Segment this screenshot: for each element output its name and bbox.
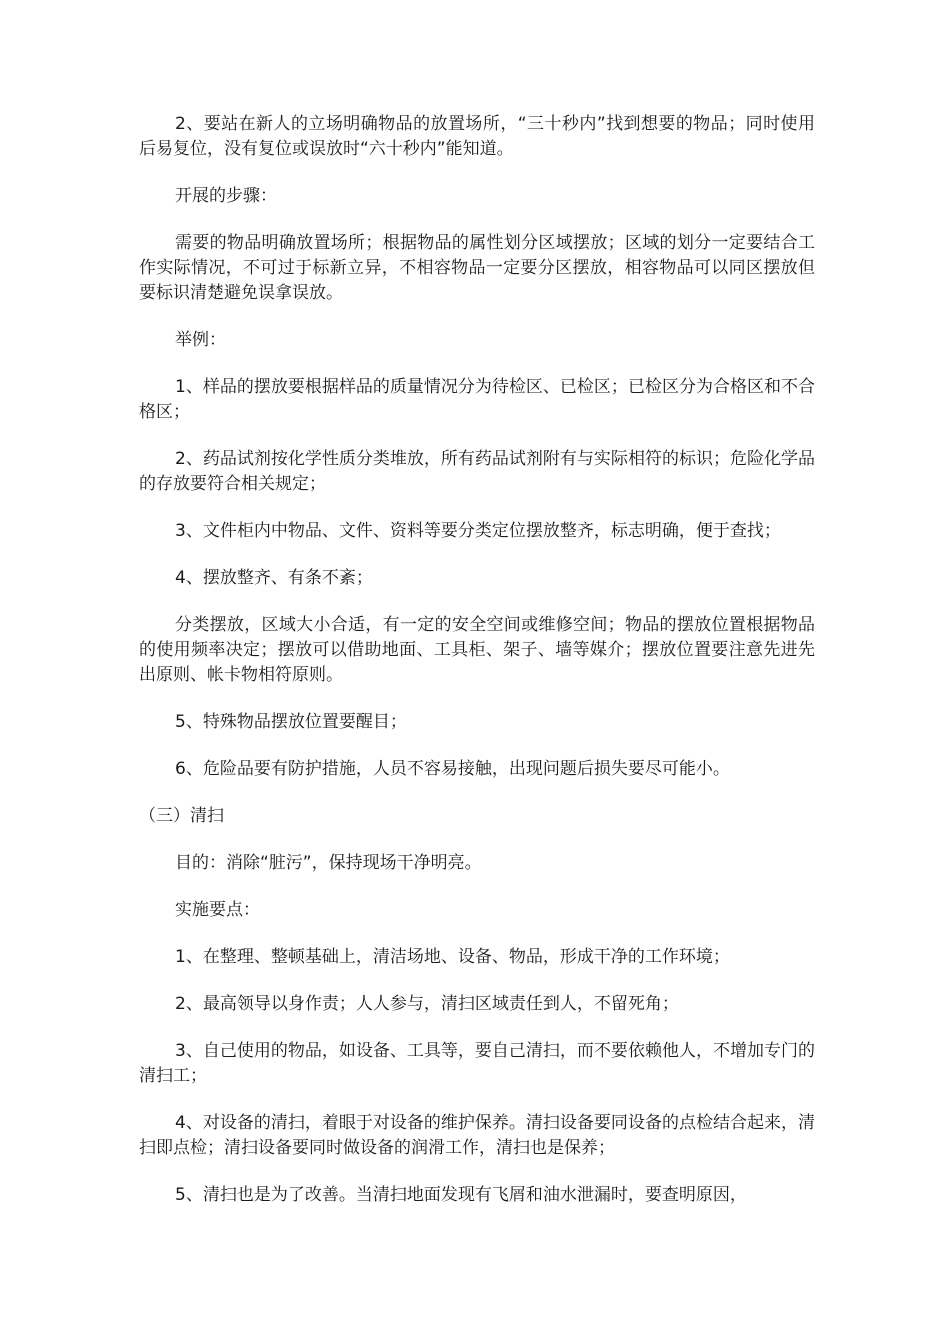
paragraph: 3、文件柜内中物品、文件、资料等要分类定位摆放整齐，标志明确，便于查找； xyxy=(175,521,781,541)
paragraph: 开展的步骤： xyxy=(175,186,277,206)
paragraph: 举例： xyxy=(175,330,226,350)
paragraph: 1、样品的摆放要根据样品的质量情况分为待检区、已检区；已检区分为合格区和不合格区； xyxy=(139,377,815,422)
paragraph: 2、药品试剂按化学性质分类堆放，所有药品试剂附有与实际相符的标识；危险化学品的存放要符合相关规定； xyxy=(139,449,815,494)
paragraph: 1、在整理、整顿基础上，清洁场地、设备、物品，形成干净的工作环境； xyxy=(175,947,730,967)
paragraph: 5、清扫也是为了改善。当清扫地面发现有飞屑和油水泄漏时，要查明原因， xyxy=(175,1185,747,1205)
paragraph: 5、特殊物品摆放位置要醒目； xyxy=(175,712,407,732)
paragraph: 6、危险品要有防护措施，人员不容易接触，出现问题后损失要尽可能小。 xyxy=(175,759,730,779)
section-heading: （三）清扫 xyxy=(139,806,224,826)
paragraph: 3、自己使用的物品，如设备、工具等，要自己清扫，而不要依赖他人，不增加专门的清扫工； xyxy=(139,1041,815,1086)
paragraph: 目的：消除“脏污”，保持现场干净明亮。 xyxy=(175,853,482,873)
paragraph: 2、最高领导以身作责；人人参与，清扫区域责任到人，不留死角； xyxy=(175,994,679,1014)
paragraph: 4、对设备的清扫，着眼于对设备的维护保养。清扫设备要同设备的点检结合起来，清扫即点检；清扫设备要同时做设备的润滑工作，清扫也是保养； xyxy=(139,1113,815,1158)
paragraph: 分类摆放，区域大小合适，有一定的安全空间或维修空间；物品的摆放位置根据物品的使用频率决定；摆放可以借助地面、工具柜、架子、墙等媒介；摆放位置要注意先进先出原则、帐卡物相符原则。 xyxy=(139,615,815,685)
paragraph: 2、要站在新人的立场明确物品的放置场所，“三十秒内”找到想要的物品；同时使用后易复位，没有复位或误放时“六十秒内”能知道。 xyxy=(139,114,815,159)
paragraph: 实施要点： xyxy=(175,900,260,920)
paragraph: 需要的物品明确放置场所；根据物品的属性划分区域摆放；区域的划分一定要结合工作实际情况，不可过于标新立异，不相容物品一定要分区摆放，相容物品可以同区摆放但要标识清楚避免误拿误放。 xyxy=(139,233,815,303)
paragraph: 4、摆放整齐、有条不紊； xyxy=(175,568,373,588)
document-body xyxy=(139,112,815,1230)
